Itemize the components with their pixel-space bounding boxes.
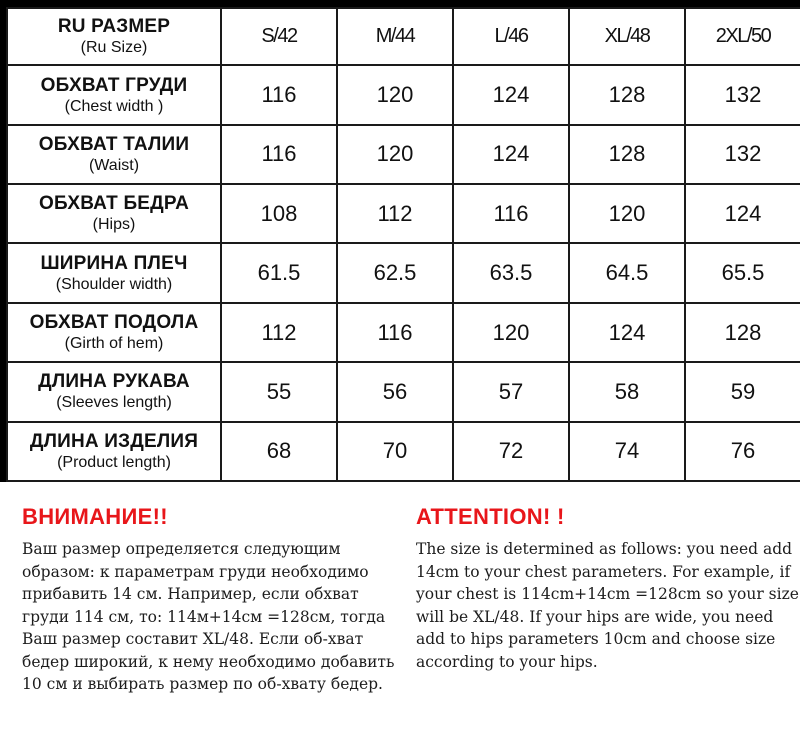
value-cell: 74 xyxy=(569,422,685,481)
row-label-cell xyxy=(7,125,221,184)
row-label-ru: ОБХВАТ ПОДОЛА xyxy=(29,312,199,334)
value-cell: 124 xyxy=(453,65,569,124)
value-cell: 72 xyxy=(453,422,569,481)
value-cell: 76 xyxy=(685,422,800,481)
note-body-ru: Ваш размер определяется следующим образом: к параметрам груди необходимо прибавить 14 см. Например, если обхват груди 114 см, то: 114м+14см =128см, тогда Ваш размер составит XL/48. Если об-хват бедер широкий, к нему необходимо добавить 10 см и выбирать размер по об-хвату бедер. xyxy=(22,540,395,693)
table-row xyxy=(7,65,800,124)
header-label-ru: RU РАЗМЕР xyxy=(57,16,171,38)
value-cell: 120 xyxy=(337,65,453,124)
value-cell: 112 xyxy=(337,184,453,243)
value-cell: 112 xyxy=(221,303,337,362)
value-cell: 55 xyxy=(221,362,337,421)
header-label-en: (Ru Size) xyxy=(80,39,148,57)
value-cell: 62.5 xyxy=(337,243,453,302)
value-cell: 65.5 xyxy=(685,243,800,302)
row-label-cell xyxy=(7,184,221,243)
size-header-cell: XL/48 xyxy=(569,8,685,65)
value-cell: 128 xyxy=(569,125,685,184)
value-cell: 57 xyxy=(453,362,569,421)
note-title-ru: ВНИМАНИЕ!! xyxy=(22,504,168,529)
row-label-cell xyxy=(7,362,221,421)
value-cell: 132 xyxy=(685,125,800,184)
row-label-en: (Chest width ) xyxy=(64,97,164,115)
value-cell: 70 xyxy=(337,422,453,481)
value-cell: 132 xyxy=(685,65,800,124)
value-cell: 124 xyxy=(685,184,800,243)
table-row xyxy=(7,184,800,243)
table-row xyxy=(7,243,800,302)
value-cell: 116 xyxy=(221,65,337,124)
header-label-cell xyxy=(7,8,221,65)
row-label-cell xyxy=(7,303,221,362)
value-cell: 116 xyxy=(453,184,569,243)
size-header-cell: S/42 xyxy=(221,8,337,65)
table-row xyxy=(7,125,800,184)
value-cell: 68 xyxy=(221,422,337,481)
note-russian xyxy=(22,500,407,696)
row-label-en: (Hips) xyxy=(92,216,136,234)
value-cell: 56 xyxy=(337,362,453,421)
row-label-ru: ШИРИНА ПЛЕЧ xyxy=(40,252,188,274)
table-row xyxy=(7,362,800,421)
size-chart-table xyxy=(6,7,800,482)
value-cell: 120 xyxy=(453,303,569,362)
size-header-cell: M/44 xyxy=(337,8,453,65)
value-cell: 63.5 xyxy=(453,243,569,302)
row-label-en: (Sleeves length) xyxy=(56,394,172,412)
note-body-en: The size is determined as follows: you need add 14cm to your chest parameters. For example, if your chest is 114cm+14cm =128cm so your size will be XL/48. If your hips are wide, you need add to hips parameters 10cm and choose size according to your hips. xyxy=(416,540,799,671)
note-english xyxy=(416,500,800,673)
value-cell: 120 xyxy=(569,184,685,243)
row-label-cell xyxy=(7,243,221,302)
row-label-en: (Shoulder width) xyxy=(55,275,173,293)
value-cell: 128 xyxy=(569,65,685,124)
value-cell: 124 xyxy=(453,125,569,184)
value-cell: 61.5 xyxy=(221,243,337,302)
table-row xyxy=(7,303,800,362)
value-cell: 128 xyxy=(685,303,800,362)
size-header-cell: 2XL/50 xyxy=(685,8,800,65)
size-header-cell: L/46 xyxy=(453,8,569,65)
table-header-row xyxy=(7,8,800,65)
row-label-ru: ДЛИНА ИЗДЕЛИЯ xyxy=(29,430,199,452)
row-label-ru: ДЛИНА РУКАВА xyxy=(38,371,190,393)
row-label-ru: ОБХВАТ БЕДРА xyxy=(38,193,190,215)
row-label-en: (Waist) xyxy=(88,156,140,174)
row-label-ru: ОБХВАТ ТАЛИИ xyxy=(38,133,190,155)
row-label-cell xyxy=(7,65,221,124)
row-label-cell xyxy=(7,422,221,481)
value-cell: 59 xyxy=(685,362,800,421)
value-cell: 58 xyxy=(569,362,685,421)
value-cell: 116 xyxy=(337,303,453,362)
value-cell: 124 xyxy=(569,303,685,362)
value-cell: 64.5 xyxy=(569,243,685,302)
value-cell: 108 xyxy=(221,184,337,243)
value-cell: 120 xyxy=(337,125,453,184)
row-label-ru: ОБХВАТ ГРУДИ xyxy=(40,74,188,96)
table-row xyxy=(7,422,800,481)
note-title-en: ATTENTION! ! xyxy=(416,504,565,529)
row-label-en: (Girth of hem) xyxy=(64,335,164,353)
notes-section xyxy=(0,500,800,733)
value-cell: 116 xyxy=(221,125,337,184)
row-label-en: (Product length) xyxy=(57,453,171,471)
